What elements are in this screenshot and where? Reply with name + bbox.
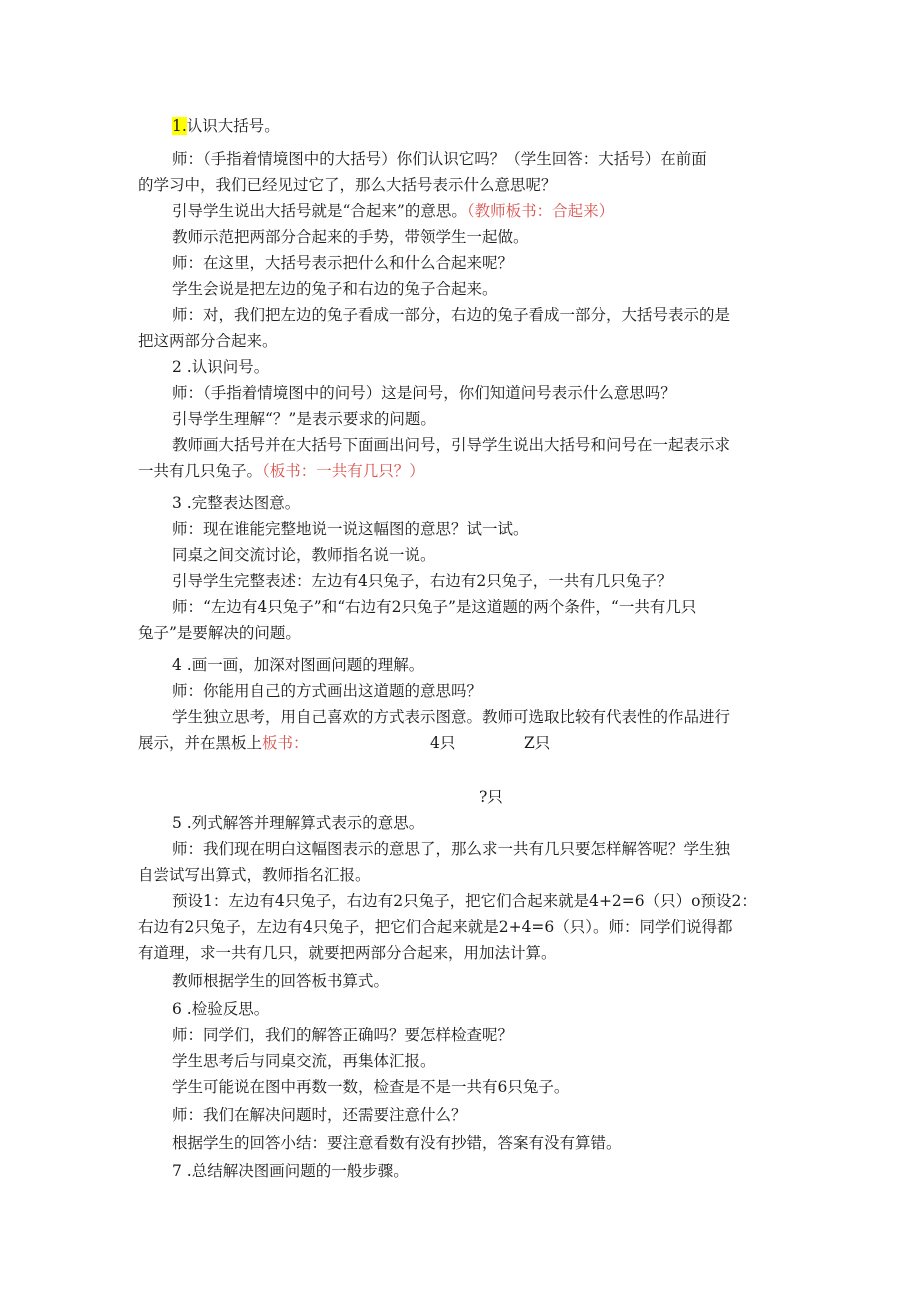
line-text: 引导学生说出大括号就是“合起来”的意思。 [172,202,467,220]
section-5-heading: 5 .列式解答并理解算式表示的意思。 [172,814,425,832]
paragraph-line: 引导学生完整表述：左边有4只兔子，右边有2只兔子，一共有几只兔子？ [172,572,673,590]
section-7-heading: 7 .总结解决图画问题的一般步骤。 [172,1162,409,1180]
paragraph-line: 师：对，我们把左边的兔子看成一部分，右边的兔子看成一部分，大括号表示的是 [172,306,731,324]
section-4-heading: 4 .画一画，加深对图画问题的理解。 [172,656,425,674]
paragraph-line [138,198,788,224]
paragraph-line: 学生独立思考，用自己喜欢的方式表示图意。教师可选取比较有代表性的作品进行 [172,708,731,726]
paragraph-line: 教师画大括号并在大括号下面画出问号，引导学生说出大括号和问号在一起表示求 [172,436,731,454]
section-6-heading: 6 .检验反思。 [172,1000,270,1018]
paragraph-line: 自尝试写出算式，教师指名汇报。 [138,866,371,884]
paragraph-line: 师：我们现在明白这幅图表示的意思了，那么求一共有几只要怎样解答呢？学生独 [172,840,731,858]
paragraph-line: 师：同学们，我们的解答正确吗？要怎样检查呢？ [172,1026,514,1044]
section-1-heading [138,113,788,139]
heading-text: 认识大括号。 [186,117,280,135]
section-2-heading: 2 .认识问号。 [172,358,270,376]
paragraph-line: 的学习中，我们已经见过它了，那么大括号表示什么意思呢？ [138,176,557,194]
paragraph-line: 师：（手指着情境图中的问号）这是问号，你们知道问号表示什么意思吗？ [172,384,676,402]
paragraph-line: 教师根据学生的回答板书算式。 [172,972,390,990]
paragraph-line [138,730,788,756]
paragraph-line: 师：你能用自己的方式画出这道题的意思吗？ [172,682,483,700]
paragraph-line: 师：“左边有4只兔子”和“右边有2只兔子”是这道题的两个条件，“一共有几只 [172,598,697,616]
paragraph-line: 预设1：左边有4只兔子，右边有2只兔子，把它们合起来就是4+2=6（只）o预设2： [172,892,757,910]
section-3-heading: 3 .完整表达图意。 [172,494,301,512]
paragraph-line: 师：现在谁能完整地说一说这幅图的意思？试一试。 [172,520,529,538]
board-note: （教师板书：合起来） [466,202,615,220]
paragraph-line: 右边有2只兔子，左边有4只兔子，把它们合起来就是2+4=6（只）。师：同学们说得都 [138,918,733,936]
paragraph-line: 兔子”是要解决的问题。 [138,624,301,642]
paragraph-line: 学生会说是把左边的兔子和右边的兔子合起来。 [172,280,498,298]
board-note: （板书：一共有几只？） [262,462,425,480]
board-note: 板书： [262,734,309,752]
paragraph-line: 师：在这里，大括号表示把什么和什么合起来呢？ [172,254,514,272]
paragraph-line: 把这两部分合起来。 [138,332,278,350]
paragraph-line: 根据学生的回答小结：要注意看数有没有抄错，答案有没有算错。 [172,1134,622,1152]
paragraph-line: 同桌之间交流讨论，教师指名说一说。 [172,546,436,564]
paragraph-line: 师：我们在解决问题时，还需要注意什么？ [172,1106,467,1124]
paragraph-line: 有道理，求一共有几只，就要把两部分合起来，用加法计算。 [138,944,557,962]
line-text: 一共有几只兔子。 [138,462,263,480]
paragraph-line: 教师示范把两部分合起来的手势，带领学生一起做。 [172,228,529,246]
paragraph-line: 引导学生理解“？”是表示要求的问题。 [172,410,436,428]
paragraph-line: 学生可能说在图中再数一数，检查是不是一共有6只兔子。 [172,1078,570,1096]
diagram-label-left: 4只 [430,734,456,752]
highlighted-number: 1. [172,117,187,135]
diagram-label-right: Z只 [524,734,551,752]
paragraph-line [138,458,788,484]
paragraph-line: 师：（手指着情境图中的大括号）你们认识它吗？（学生回答：大括号）在前面 [172,150,707,168]
diagram-label-total: ?只 [479,788,503,806]
line-text: 展示，并在黑板上 [138,734,263,752]
paragraph-line: 学生思考后与同桌交流，再集体汇报。 [172,1052,436,1070]
